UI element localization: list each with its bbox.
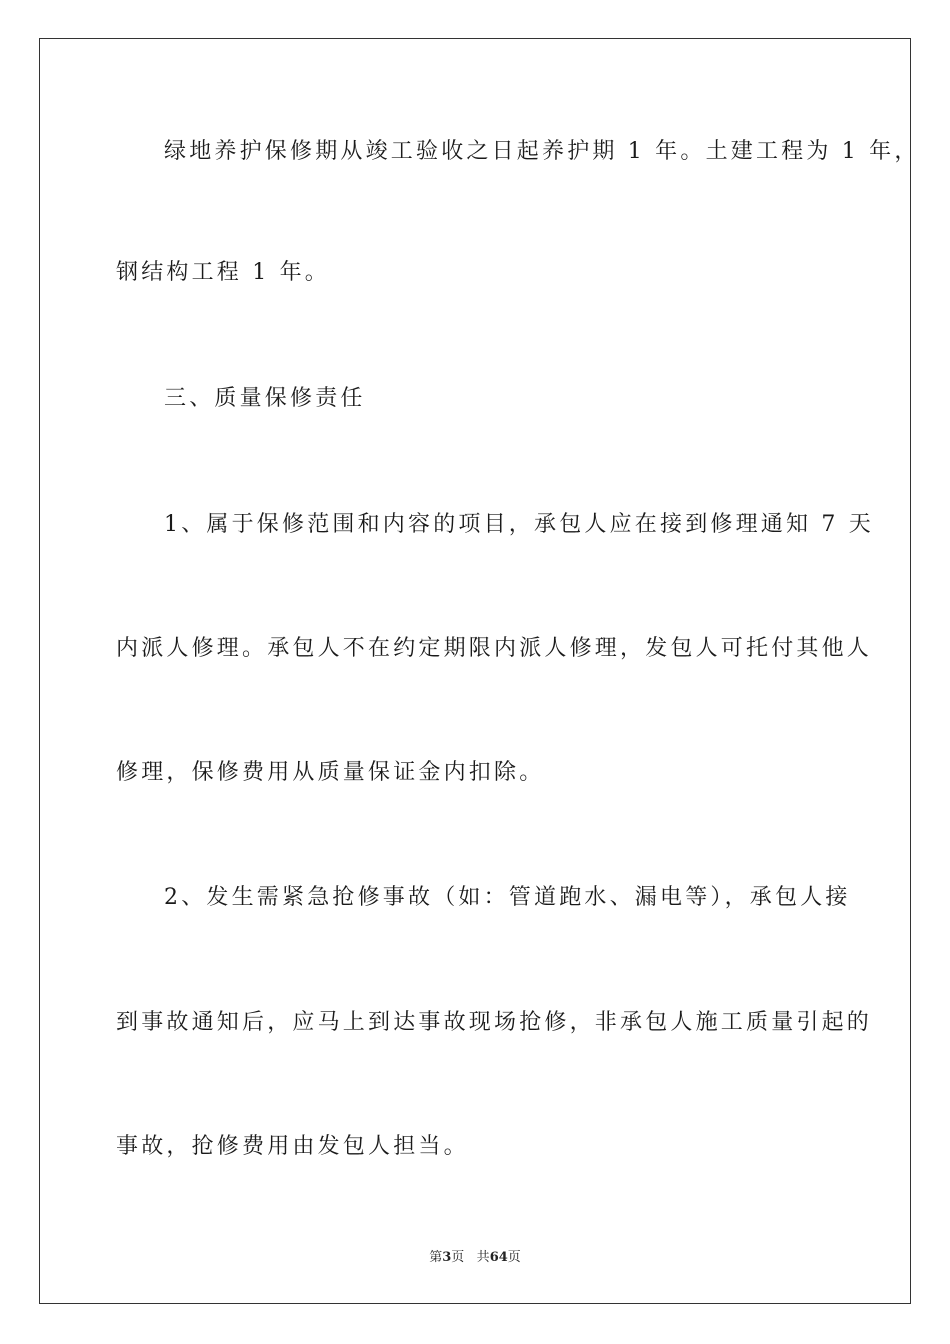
footer-total-word: 页	[507, 1250, 521, 1265]
page-frame	[39, 38, 920, 1304]
footer-total-prefix: 共	[476, 1250, 490, 1265]
paragraph-line: 绿地养护保修期从竣工验收之日起养护期 1 年。土建工程为 1 年，	[164, 139, 920, 164]
footer-page-word: 页	[451, 1250, 465, 1265]
footer-prefix: 第	[429, 1250, 443, 1265]
paragraph-line: 事故，抢修费用由发包人担当。	[116, 1134, 469, 1159]
paragraph-line: 钢结构工程 1 年。	[116, 260, 330, 285]
paragraph-line: 到事故通知后，应马上到达事故现场抢修，非承包人施工质量引起的	[116, 1010, 873, 1035]
paragraph-line: 内派人修理。承包人不在约定期限内派人修理，发包人可托付其他人	[116, 636, 873, 661]
total-page-number: 64	[489, 1250, 508, 1265]
paragraph-line: 修理，保修费用从质量保证金内扣除。	[116, 760, 545, 785]
paragraph-line: 2、发生需紧急抢修事故（如：管道跑水、漏电等），承包人接	[164, 885, 851, 910]
current-page-number: 3	[442, 1250, 452, 1265]
page-footer	[0, 1246, 950, 1265]
section-heading: 三、质量保修责任	[164, 386, 366, 411]
paragraph-line: 1、属于保修范围和内容的项目，承包人应在接到修理通知 7 天	[164, 512, 874, 537]
